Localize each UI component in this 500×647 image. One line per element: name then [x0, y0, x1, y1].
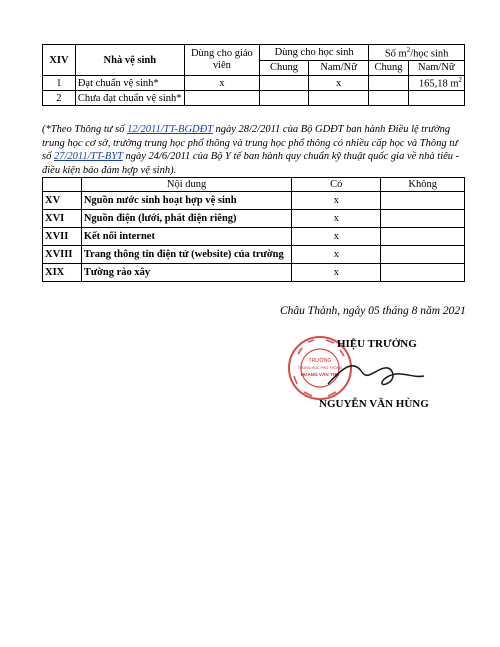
area-namnu-header: Nam/Nữ [408, 60, 464, 76]
area-value: 165,18 $m^2$ [408, 76, 464, 91]
yes-header: Có [292, 178, 381, 192]
table-row [43, 192, 465, 210]
area-chung-header: Chung [369, 60, 408, 76]
row-number: XVIII [43, 246, 82, 264]
place-date: Châu Thành, ngày 05 tháng 8 năm 2021 [280, 305, 466, 317]
row-number: XVI [43, 210, 82, 228]
teacher-mark [184, 91, 259, 106]
yes-mark: x [292, 228, 381, 246]
namnu-mark: x [308, 76, 368, 91]
students-namnu-header: Nam/Nữ [308, 60, 368, 76]
row-item: Tường rào xây [81, 264, 291, 282]
handwritten-signature-icon [328, 366, 424, 385]
chung-mark [259, 91, 308, 106]
no-header: Không [381, 178, 465, 192]
no-mark [381, 246, 465, 264]
row-number: XIX [43, 264, 82, 282]
row-number: 1 [43, 76, 76, 91]
no-mark [381, 192, 465, 210]
students-header: Dùng cho học sinh [259, 45, 368, 61]
yes-mark: x [292, 264, 381, 282]
students-chung-header: Chung [259, 60, 308, 76]
area-value [408, 91, 464, 106]
content-header: Nội dung [81, 178, 291, 192]
facilities-table [42, 177, 465, 282]
table-row [43, 76, 465, 91]
row-number: XV [43, 192, 82, 210]
area-header: Số $m^2$/học sinh [369, 45, 465, 61]
table-row [43, 246, 465, 264]
yes-mark: x [292, 192, 381, 210]
no-mark [381, 264, 465, 282]
svg-text:HOÀNG VĂN THỤ: HOÀNG VĂN THỤ [300, 372, 340, 377]
no-mark [381, 228, 465, 246]
table-row [43, 91, 465, 106]
row-item: Trang thông tin điện tử (website) của trường [81, 246, 291, 264]
teachers-header: Dùng cho giáo viên [184, 45, 259, 76]
row-item: Nguồn nước sinh hoạt hợp vệ sinh [81, 192, 291, 210]
no-mark [381, 210, 465, 228]
svg-text:TRUNG HỌC PHỔ THÔNG: TRUNG HỌC PHỔ THÔNG [297, 366, 343, 370]
area-chung [369, 76, 408, 91]
teacher-mark: x [184, 76, 259, 91]
toilet-table [42, 44, 465, 106]
header-blank [43, 178, 82, 192]
row-item: Nguồn điện (lưới, phát điện riêng) [81, 210, 291, 228]
principal-title: HIỆU TRƯỞNG [337, 338, 417, 350]
chung-mark [259, 76, 308, 91]
row-number: 2 [43, 91, 76, 106]
yes-mark: x [292, 246, 381, 264]
table-row [43, 210, 465, 228]
table-row [43, 264, 465, 282]
section-title: Nhà vệ sinh [75, 45, 184, 76]
footnote: (*Theo Thông tư số 12/2011/TT-BGDĐT ngày 28/2/2011 của Bộ GDĐT ban hành Điều lệ trường trung học cơ sở, trường trung học phổ thông và trung học phổ thông có nhiều cấp học và Thông tư số 27/2011/TT-BYT ngày 24/6/2011 của Bộ Y tế ban hành quy chuẩn kỹ thuật quốc gia về nhà tiêu - điều kiện bảo đảm hợp vệ sinh). [42, 124, 460, 176]
circular-link-2[interactable]: 27/2011/TT-BYT [53, 151, 123, 162]
svg-text:TRƯỜNG: TRƯỜNG [308, 358, 332, 364]
table-row [43, 228, 465, 246]
principal-name: NGUYỄN VĂN HÙNG [319, 398, 429, 410]
row-label: Đạt chuẩn vệ sinh* [75, 76, 184, 91]
circular-link-1[interactable]: 12/2011/TT-BGDĐT [127, 124, 213, 135]
section-number: XIV [43, 45, 76, 76]
row-number: XVII [43, 228, 82, 246]
area-chung [369, 91, 408, 106]
row-item: Kết nối internet [81, 228, 291, 246]
namnu-mark [308, 91, 368, 106]
row-label: Chưa đạt chuẩn vệ sinh* [75, 91, 184, 106]
yes-mark: x [292, 210, 381, 228]
